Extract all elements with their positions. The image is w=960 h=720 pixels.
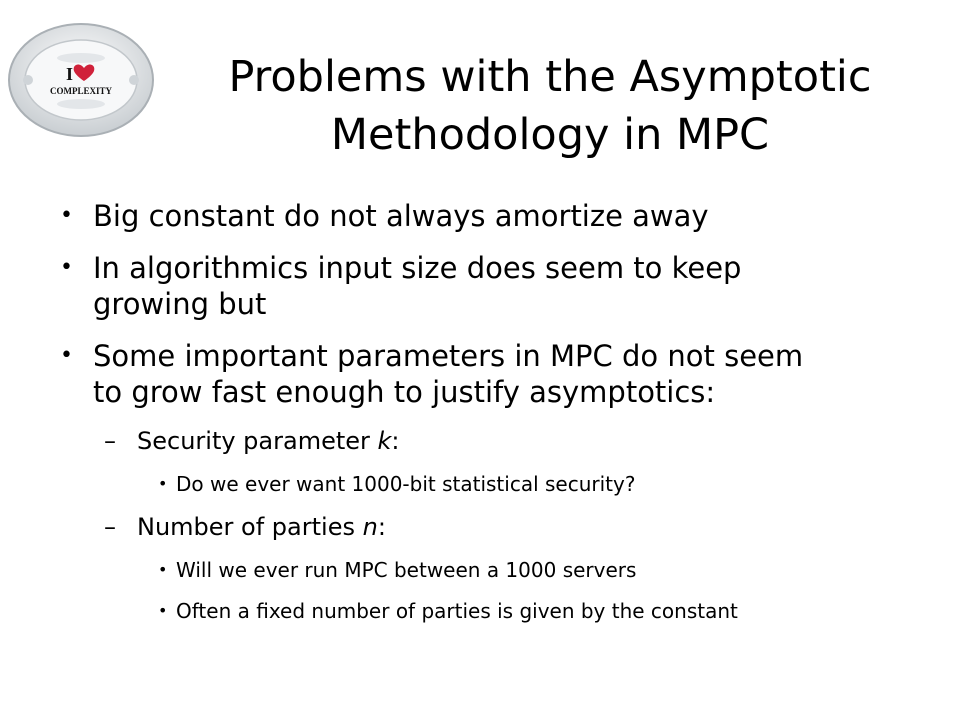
bullet-2-text-line-2: growing but [93,287,267,321]
bullet-dot-icon: • [60,203,73,228]
sub-sub-bullet-1 [60,471,950,497]
logo-letter: I [66,64,74,84]
sub-sub-bullet-2-text: Will we ever run MPC between a 1000 servers [176,558,637,582]
bullet-dot-icon: • [60,343,73,368]
bullet-3-text-line-1: Some important parameters in MPC do not seem [93,339,804,373]
sub-sub-bullet-3-text: Often a fixed number of parties is given by the constant [176,599,738,623]
sub-sub-bullet-2 [60,557,950,583]
bullet-2-text-line-1: In algorithmics input size does seem to keep [93,251,742,285]
bullet-3-text-line-2: to grow fast enough to justify asymptotics: [93,375,716,409]
title-line-2: Methodology in MPC [330,110,770,160]
var-n: n [362,513,378,541]
bullet-dot-icon: • [158,560,168,579]
bullet-1-text: Big constant do not always amortize away [93,199,709,233]
dash-bullet-icon: – [104,513,116,541]
bullet-3 [60,338,950,410]
slide-title [150,48,950,164]
sub-bullet-parties-prefix: Number of parties [137,513,363,541]
slide-body [60,198,950,639]
logo-word: COMPLEXITY [49,86,113,96]
sub-bullet-security-suffix: : [391,427,400,455]
title-line-1: Problems with the Asymptotic [228,52,872,102]
bullet-dot-icon: • [158,601,168,620]
bullet-dot-icon: • [158,474,168,493]
bullet-dot-icon: • [60,255,73,280]
complexity-logo [6,20,156,140]
sub-bullet-security [60,426,950,456]
sub-sub-bullet-3 [60,598,950,624]
bullet-2 [60,250,950,322]
pacifier-logo-icon [6,20,156,140]
var-k: k [377,427,392,455]
sub-bullet-parties-suffix: : [377,513,386,541]
sub-sub-bullet-1-text: Do we ever want 1000-bit statistical security? [176,472,636,496]
dash-bullet-icon: – [104,427,116,455]
bullet-1 [60,198,950,234]
sub-bullet-security-prefix: Security parameter [137,427,378,455]
sub-bullet-parties [60,512,950,542]
